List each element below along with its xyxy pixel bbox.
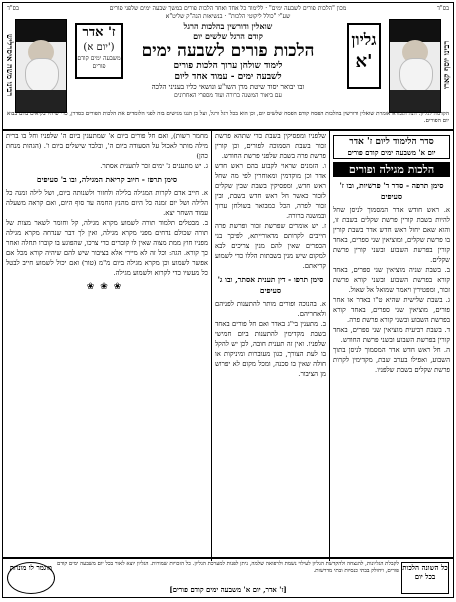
date-note: משבעה ימים קודם פורים	[77, 55, 121, 70]
footer-logo-right: כל השונה הלכות בכל יום	[401, 562, 449, 594]
section-divider-stars: ❀❀❀	[86, 282, 128, 292]
footer-logo-left: מוגמר לו מונחת	[7, 562, 55, 594]
masthead-note2: עם ביאור המשנה ברורה ועוד מספרי האחרונים	[174, 92, 282, 99]
newsletter-header	[3, 3, 453, 131]
paragraph: ג. יש מתענים ג' ימים זכר לתענית אסתר.	[100, 162, 208, 170]
newsletter-subtitle: לימוד שולחן ערוך הלכות פורים	[173, 61, 283, 71]
newsletter-subtitle2: לשבעה ימים - עמוד אחד ליום	[174, 72, 282, 82]
issue-label: גליון	[351, 30, 377, 49]
study-schedule-subtitle: יום א' משבעה ימים קודם פורים	[347, 148, 436, 157]
footer-text: לקבלת הגליונות, להנצחה ולהקדשת הגליון לעילוי נשמת ולרפואה שלמה, ניתן לפנות למערכת הגליון. כל הזכויות שמורות. הגליון יוצא לאור בכל יום משבעה ימים קודם פורים, ויחולק בבתי כנסיות ובתי מדרשות.	[57, 561, 399, 574]
paragraph: ו. הזמנים שראוי לקבוע בהם ראש חדש אדר וכן מוקדמין ומאוחרין לפי מה שחל ראש חדש, ומפסיקין בשבת שבין שקלים לזכור כאשר חל ראש חדש בשבת, ובין זכור לפרה, הכל כמבואר בשולחן ערוך ובמשנה ברורה.	[215, 162, 326, 220]
paragraph: ג. בשבת שלישית שהיא ט"ו באדר או אחר פורים, מוציאין שני ספרים, באחד קורא בפרשת השבוע ובשני קורא פרשת פרה.	[333, 296, 450, 324]
column-left	[3, 131, 211, 561]
siman-heading: סימן תרפה - סדר ד' פרשיות, ובו ז' סעיפים	[339, 181, 444, 201]
article-columns	[3, 131, 453, 561]
masthead	[73, 5, 383, 127]
column-right	[329, 131, 453, 561]
paragraph: א. בהנוכה ופורים מותר להתענות לפניהם ולאחריהם.	[215, 300, 326, 318]
left-portrait-caption: רבינו משה איסרליש	[5, 33, 15, 97]
study-schedule-box	[333, 135, 450, 159]
siman-heading: סימן תרפז - חיוב קריאת המגילה, ובו ב' סעיפים	[36, 175, 178, 184]
bsd-mark-left: בס"ד	[7, 5, 19, 12]
bsd-mark-right: בס"ד	[437, 5, 449, 12]
newsletter-footer	[3, 557, 453, 597]
masthead-note: ובו יבואר יסוד שיטת מרן השו"ע ונושאי כליו בעניני הלכה	[151, 83, 305, 91]
date-day: ז' אדר	[82, 25, 116, 40]
paragraph: שלפניו ומפסיקין בשבת כדי שתהא פרשת זכור בשבת הסמוכה לפורים, וכן קורין פרשת פרה בשבת שלפני פרשת החודש.	[215, 132, 326, 160]
masthead-sub-top-line: שע"י "כולל ליקוטי הלכות" · בנשיאות הגה"ק שליט"א	[165, 13, 291, 20]
paragraph: ב. בשבת שניה מוציאין שני ספרים, באחד קורא בפרשת השבוע ובשני קורא פרשת זכור, ומפטירין ויאמר שמואל אל שאול.	[333, 266, 450, 294]
intro-paragraph: הקדמה לגליון: הנה הגמרא אומרת שואלין ודורשין בהלכות הפסח קודם הפסח שלשים יום, וכן הוא בכל רגל ורגל, ועל כן הננו מגישים בזה לפני הלומדים את הלכות הפורים כסדרן, כדי שיהיו בקיאים בהם בבוא יום הפורים.	[7, 111, 449, 124]
date-weekday: (יום א')	[83, 42, 115, 53]
paragraph: ד. בשבת רביעית מוציאין שני ספרים, באחד קורין בפרשת השבוע ובשני פרשת החודש.	[333, 326, 450, 344]
siman-heading: סימן תרפו - דין תענית אסתר, ובו ג' סעיפים	[217, 275, 324, 295]
paragraph: ז. יש אומרים שפרשת זכור ופרשת פרה חייבים לקרותם מדאורייתא, לפיכך בני הכפרים שאין להם מנין צריכים לבא למקום שיש מנין בשבתות הללו כדי לשמוע קריאתם.	[215, 222, 326, 270]
paragraph: ה. חל ראש חדש אדר המסמוך לניסן בתוך השבוע, ואפילו בערב שבת, מקדימין לקרות פרשת שקלים בשבת שלפניו.	[333, 346, 450, 374]
right-rabbi-portrait	[389, 19, 441, 113]
paragraph: א. חייב אדם לקרות המגילה בלילה ולחזור ולשנותה ביום, ושל לילה זמנה כל הלילה ושל יום זמנה כל היום מהנץ החמה עד סוף היום, ואם קראה משעלה עמוד השחר יצא.	[6, 189, 208, 217]
masthead-top-line: מכון "הלכות פורים לשבעה ימים" · ללימוד כל אחד ואחד הלכות פורים במשך שבעה ימים שלפני פורים	[109, 5, 347, 12]
paragraph: ב. מתענין בי"ג באדר ואם חל פורים באחד בשבת מקדימין להתענות ביום חמישי שלפניו. ואין זה תענית חובה, לכן יש להקל בו לעת הצורך, כגון מעוברות ומיניקות או חולה שאין בו סכנה, ומכל מקום לא יפרוש מן הציבור.	[215, 320, 326, 378]
study-schedule-title: סדר הלימוד ליום ז' אדר	[349, 137, 434, 147]
column-middle	[211, 131, 329, 561]
newsletter-title: הלכות פורים לשבעה ימים	[141, 41, 315, 61]
paragraph: ב. מבטלים תלמוד תורה לשמוע מקרא מגילה, קל וחומר לשאר מצות של תורה שכולם נדחים מפני מקרא מגילה, ואין לך דבר שנדחה מקרא מגילה מפניו חוץ ממת מצוה שאין לו קוברים כדי צרכו, שהפוגע בו קוברו תחלה ואחר כך קורא. הגה: וכל זה לא מיירי אלא בציבור שיש להם שיהיה קורא מכל אם אפשר לשמוע וכן מקרא מגילה ביום מ"מ (טור) ואם יכול לשמוע חייב לבטל כל מעשיו כדי לקרוא ולשמוע מגילה.	[6, 219, 208, 277]
newsletter-page	[2, 2, 454, 598]
issue-number: א'	[355, 51, 373, 72]
section-title: הלכות מגילה ופורים	[333, 162, 450, 177]
masthead-heading-line1: שואלין ודורשין בהלכות הרגל	[183, 21, 273, 31]
masthead-heading-line2: קודם הרגל שלשים יום	[193, 31, 263, 41]
footer-date-line: [ז' אדר, יום א' משבעה ימים קודם פורים]	[169, 585, 287, 594]
paragraph: מחמר רשות), ואם חל פורים ביום א' שמתענין ביום ה' שלפניו וחל בו ברית מילה מותר לאכול על הסעודה ביום ה', ובלבד שישלים ביום ו'. (הגהות מנחת כהן)	[6, 132, 208, 160]
right-portrait-caption: רבינו יוסף קארו	[441, 40, 451, 90]
left-rabbi-portrait	[15, 19, 67, 113]
paragraph: א. ראש חודש אדר המסמוך לניסן שחל להיות בשבת קורין פרשת שקלים בשבת זו, והוא שאם יחול ראש חדש אדר בשבת קורין בו פרשת שקלים, ומוציאין שני ספרים, באחד קורין בפרשת השבוע ובשני קורין פרשת שקלים.	[333, 206, 450, 264]
